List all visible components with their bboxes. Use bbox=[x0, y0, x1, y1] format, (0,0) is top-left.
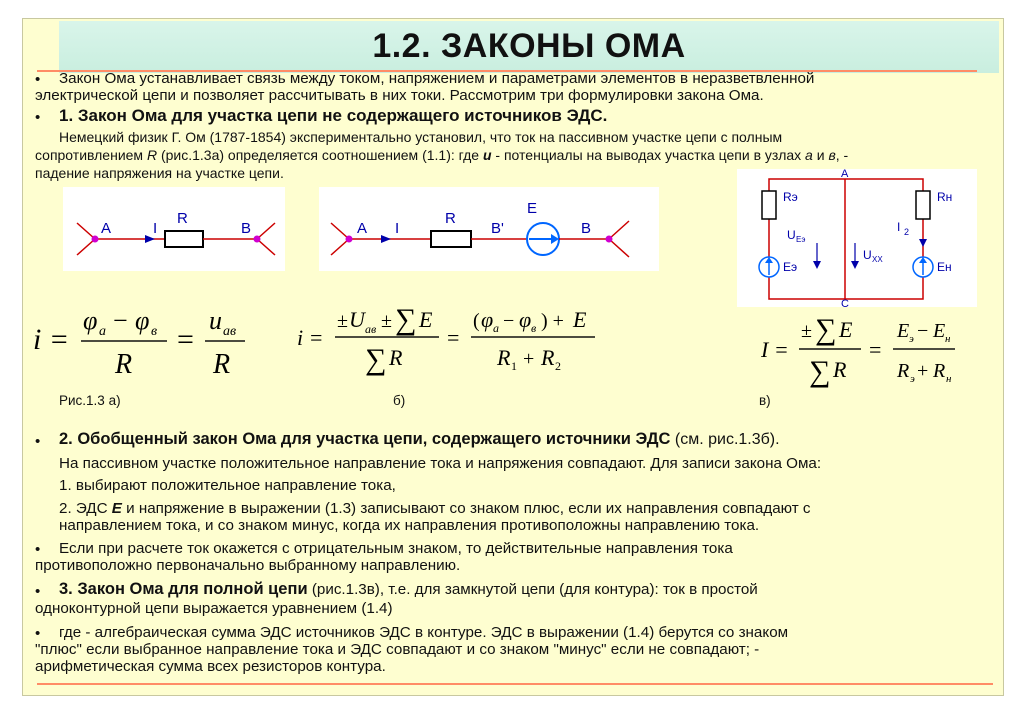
svg-text:U: U bbox=[349, 307, 365, 332]
svg-text:R: R bbox=[177, 210, 188, 227]
svg-text:R: R bbox=[115, 349, 133, 377]
svg-text:в: в bbox=[151, 324, 158, 339]
svg-text:I: I bbox=[897, 220, 901, 234]
section2-item-2: 2. ЭДС E и напряжение в выражении (1.3) записывают со знаком плюс, если их направления совпадают с bbox=[59, 500, 811, 517]
svg-text:E: E bbox=[933, 320, 946, 342]
svg-text:э: э bbox=[910, 373, 915, 385]
caption-c: в) bbox=[759, 393, 771, 408]
svg-text:в: в bbox=[531, 321, 537, 335]
svg-text:=: = bbox=[177, 323, 194, 356]
svg-text:E: E bbox=[839, 317, 853, 342]
section1-line-1: Немецкий физик Г. Ом (1787-1854) экспериментально установил, что ток на пассивном участке цепи с полным bbox=[59, 129, 783, 145]
svg-text:i =: i = bbox=[297, 325, 324, 350]
svg-text:∑: ∑ bbox=[395, 303, 417, 336]
section2-item-2-cont: направлением тока, и со знаком минус, когда их направления противоположны направлению тока. bbox=[59, 517, 760, 534]
svg-text:а: а bbox=[99, 324, 106, 339]
figure-a bbox=[63, 187, 285, 271]
svg-text:Eэ: Eэ bbox=[796, 235, 806, 244]
svg-text:Rн: Rн bbox=[937, 190, 953, 204]
svg-text:φ: φ bbox=[519, 307, 532, 332]
svg-text:u: u bbox=[209, 306, 222, 335]
svg-text:φ: φ bbox=[83, 306, 98, 335]
title-band bbox=[59, 21, 999, 73]
svg-text:R: R bbox=[541, 345, 555, 370]
svg-text:φ: φ bbox=[135, 306, 150, 335]
formula-1-4 bbox=[761, 311, 997, 391]
circuit-c-diagram bbox=[737, 169, 977, 307]
bottom-rule bbox=[37, 683, 993, 685]
svg-text:±: ± bbox=[801, 320, 812, 342]
svg-text:ав: ав bbox=[365, 322, 377, 336]
svg-text:I =: I = bbox=[761, 337, 789, 362]
svg-text:Eэ: Eэ bbox=[783, 260, 798, 274]
svg-text:B': B' bbox=[491, 220, 504, 237]
svg-text:Eн: Eн bbox=[937, 260, 952, 274]
svg-text:E: E bbox=[419, 307, 433, 332]
svg-text:R: R bbox=[497, 345, 511, 370]
bullet: • bbox=[35, 109, 41, 126]
svg-text:E: E bbox=[527, 200, 538, 217]
section2-item-1: 1. выбирают положительное направление тока, bbox=[59, 477, 396, 494]
svg-text:I: I bbox=[153, 220, 158, 237]
svg-text:+: + bbox=[523, 348, 535, 370]
svg-text:а: а bbox=[493, 321, 499, 335]
section2-heading: 2. Обобщенный закон Ома для участка цепи, содержащего источники ЭДС (см. рис.1.3б). bbox=[59, 430, 780, 448]
svg-text:U: U bbox=[863, 248, 872, 262]
circuit-b-diagram bbox=[319, 187, 659, 271]
svg-text:(: ( bbox=[473, 310, 480, 332]
svg-text:н: н bbox=[945, 333, 951, 345]
svg-text:i =: i = bbox=[33, 323, 70, 356]
final-line-3: арифметическая сумма всех резисторов контура. bbox=[35, 658, 386, 675]
svg-text:R: R bbox=[445, 210, 456, 227]
svg-text:+: + bbox=[917, 360, 929, 382]
section2-line-1: На пассивном участке положительное направление тока и напряжения совпадают. Для записи закона Ома: bbox=[59, 455, 822, 472]
svg-text:−: − bbox=[917, 320, 929, 342]
svg-text:э: э bbox=[909, 333, 914, 345]
section3-heading: 3. Закон Ома для полной цепи (рис.1.3в), т.е. для замкнутой цепи (для контура): ток в простой bbox=[59, 580, 758, 598]
intro-line-1: Закон Ома устанавливает связь между током, напряжением и параметрами элементов в неразветвленной bbox=[59, 70, 815, 87]
svg-text:E: E bbox=[897, 320, 910, 342]
svg-text:R: R bbox=[833, 357, 847, 382]
bullet: • bbox=[35, 433, 41, 450]
svg-text:=: = bbox=[869, 337, 882, 362]
svg-text:±: ± bbox=[381, 310, 392, 332]
svg-text:XX: XX bbox=[872, 255, 883, 264]
bullet: • bbox=[35, 71, 41, 88]
note-line-1: Если при расчете ток окажется с отрицательным знаком, то действительные направления тока bbox=[59, 540, 733, 557]
figure-b bbox=[319, 187, 659, 271]
formula-1-3 bbox=[297, 299, 647, 379]
svg-text:I: I bbox=[395, 220, 400, 237]
svg-text:U: U bbox=[787, 228, 796, 242]
section1-line-2: сопротивлением R (рис.1.3а) определяется соотношением (1.1): где u - потенциалы на выводах участка цепи в узлах а и в, - bbox=[35, 147, 849, 163]
svg-text:2: 2 bbox=[904, 227, 910, 237]
svg-text:−: − bbox=[113, 306, 128, 335]
slide bbox=[22, 18, 1004, 696]
svg-text:) +: ) + bbox=[541, 310, 564, 332]
svg-text:R: R bbox=[897, 360, 910, 382]
bullet: • bbox=[35, 625, 41, 642]
svg-text:Rэ: Rэ bbox=[783, 190, 798, 204]
figure-c bbox=[737, 169, 977, 307]
svg-text:R: R bbox=[389, 345, 403, 370]
circuit-a-diagram bbox=[63, 187, 285, 271]
svg-text:R: R bbox=[933, 360, 946, 382]
bullet: • bbox=[35, 583, 41, 600]
svg-text:C: C bbox=[841, 298, 849, 307]
svg-text:φ: φ bbox=[481, 307, 494, 332]
section1-heading: 1. Закон Ома для участка цепи не содержащего источников ЭДС. bbox=[59, 106, 608, 125]
section1-line-3: падение напряжения на участке цепи. bbox=[35, 165, 284, 181]
svg-text:ав: ав bbox=[223, 324, 237, 339]
svg-text:∑: ∑ bbox=[815, 313, 837, 346]
section3-line-2: одноконтурной цепи выражается уравнением (1.4) bbox=[35, 600, 393, 617]
page-title: 1.2. ЗАКОНЫ ОМА bbox=[372, 27, 686, 65]
svg-text:R: R bbox=[213, 349, 231, 377]
svg-text:A: A bbox=[357, 220, 368, 237]
svg-text:=: = bbox=[447, 325, 460, 350]
bullet: • bbox=[35, 541, 41, 558]
caption-b: б) bbox=[393, 393, 406, 408]
svg-text:A: A bbox=[841, 169, 849, 180]
formula-1-1 bbox=[33, 301, 273, 377]
svg-text:н: н bbox=[946, 373, 952, 385]
svg-text:∑: ∑ bbox=[809, 355, 831, 388]
intro-line-2: электрической цепи и позволяет рассчитывать в них токи. Рассмотрим три формулировки закона Ома. bbox=[35, 87, 764, 104]
svg-text:1: 1 bbox=[511, 359, 517, 373]
svg-text:−: − bbox=[503, 310, 515, 332]
svg-text:±: ± bbox=[337, 310, 348, 332]
svg-text:2: 2 bbox=[555, 359, 561, 373]
svg-text:B: B bbox=[581, 220, 592, 237]
svg-text:∑: ∑ bbox=[365, 343, 387, 376]
caption-a: Рис.1.3 а) bbox=[59, 393, 121, 408]
svg-text:E: E bbox=[573, 307, 587, 332]
note-line-2: противоположно первоначально выбранному направлению. bbox=[35, 557, 461, 574]
svg-text:A: A bbox=[101, 220, 112, 237]
final-line-1: где - алгебраическая сумма ЭДС источников ЭДС в контуре. ЭДС в выражении (1.4) берутся со знаком bbox=[59, 624, 789, 641]
final-line-2: "плюс" если выбранное направление тока и ЭДС совпадают и со знаком "минус" если не совпадают; - bbox=[35, 641, 760, 658]
svg-text:B: B bbox=[241, 220, 252, 237]
